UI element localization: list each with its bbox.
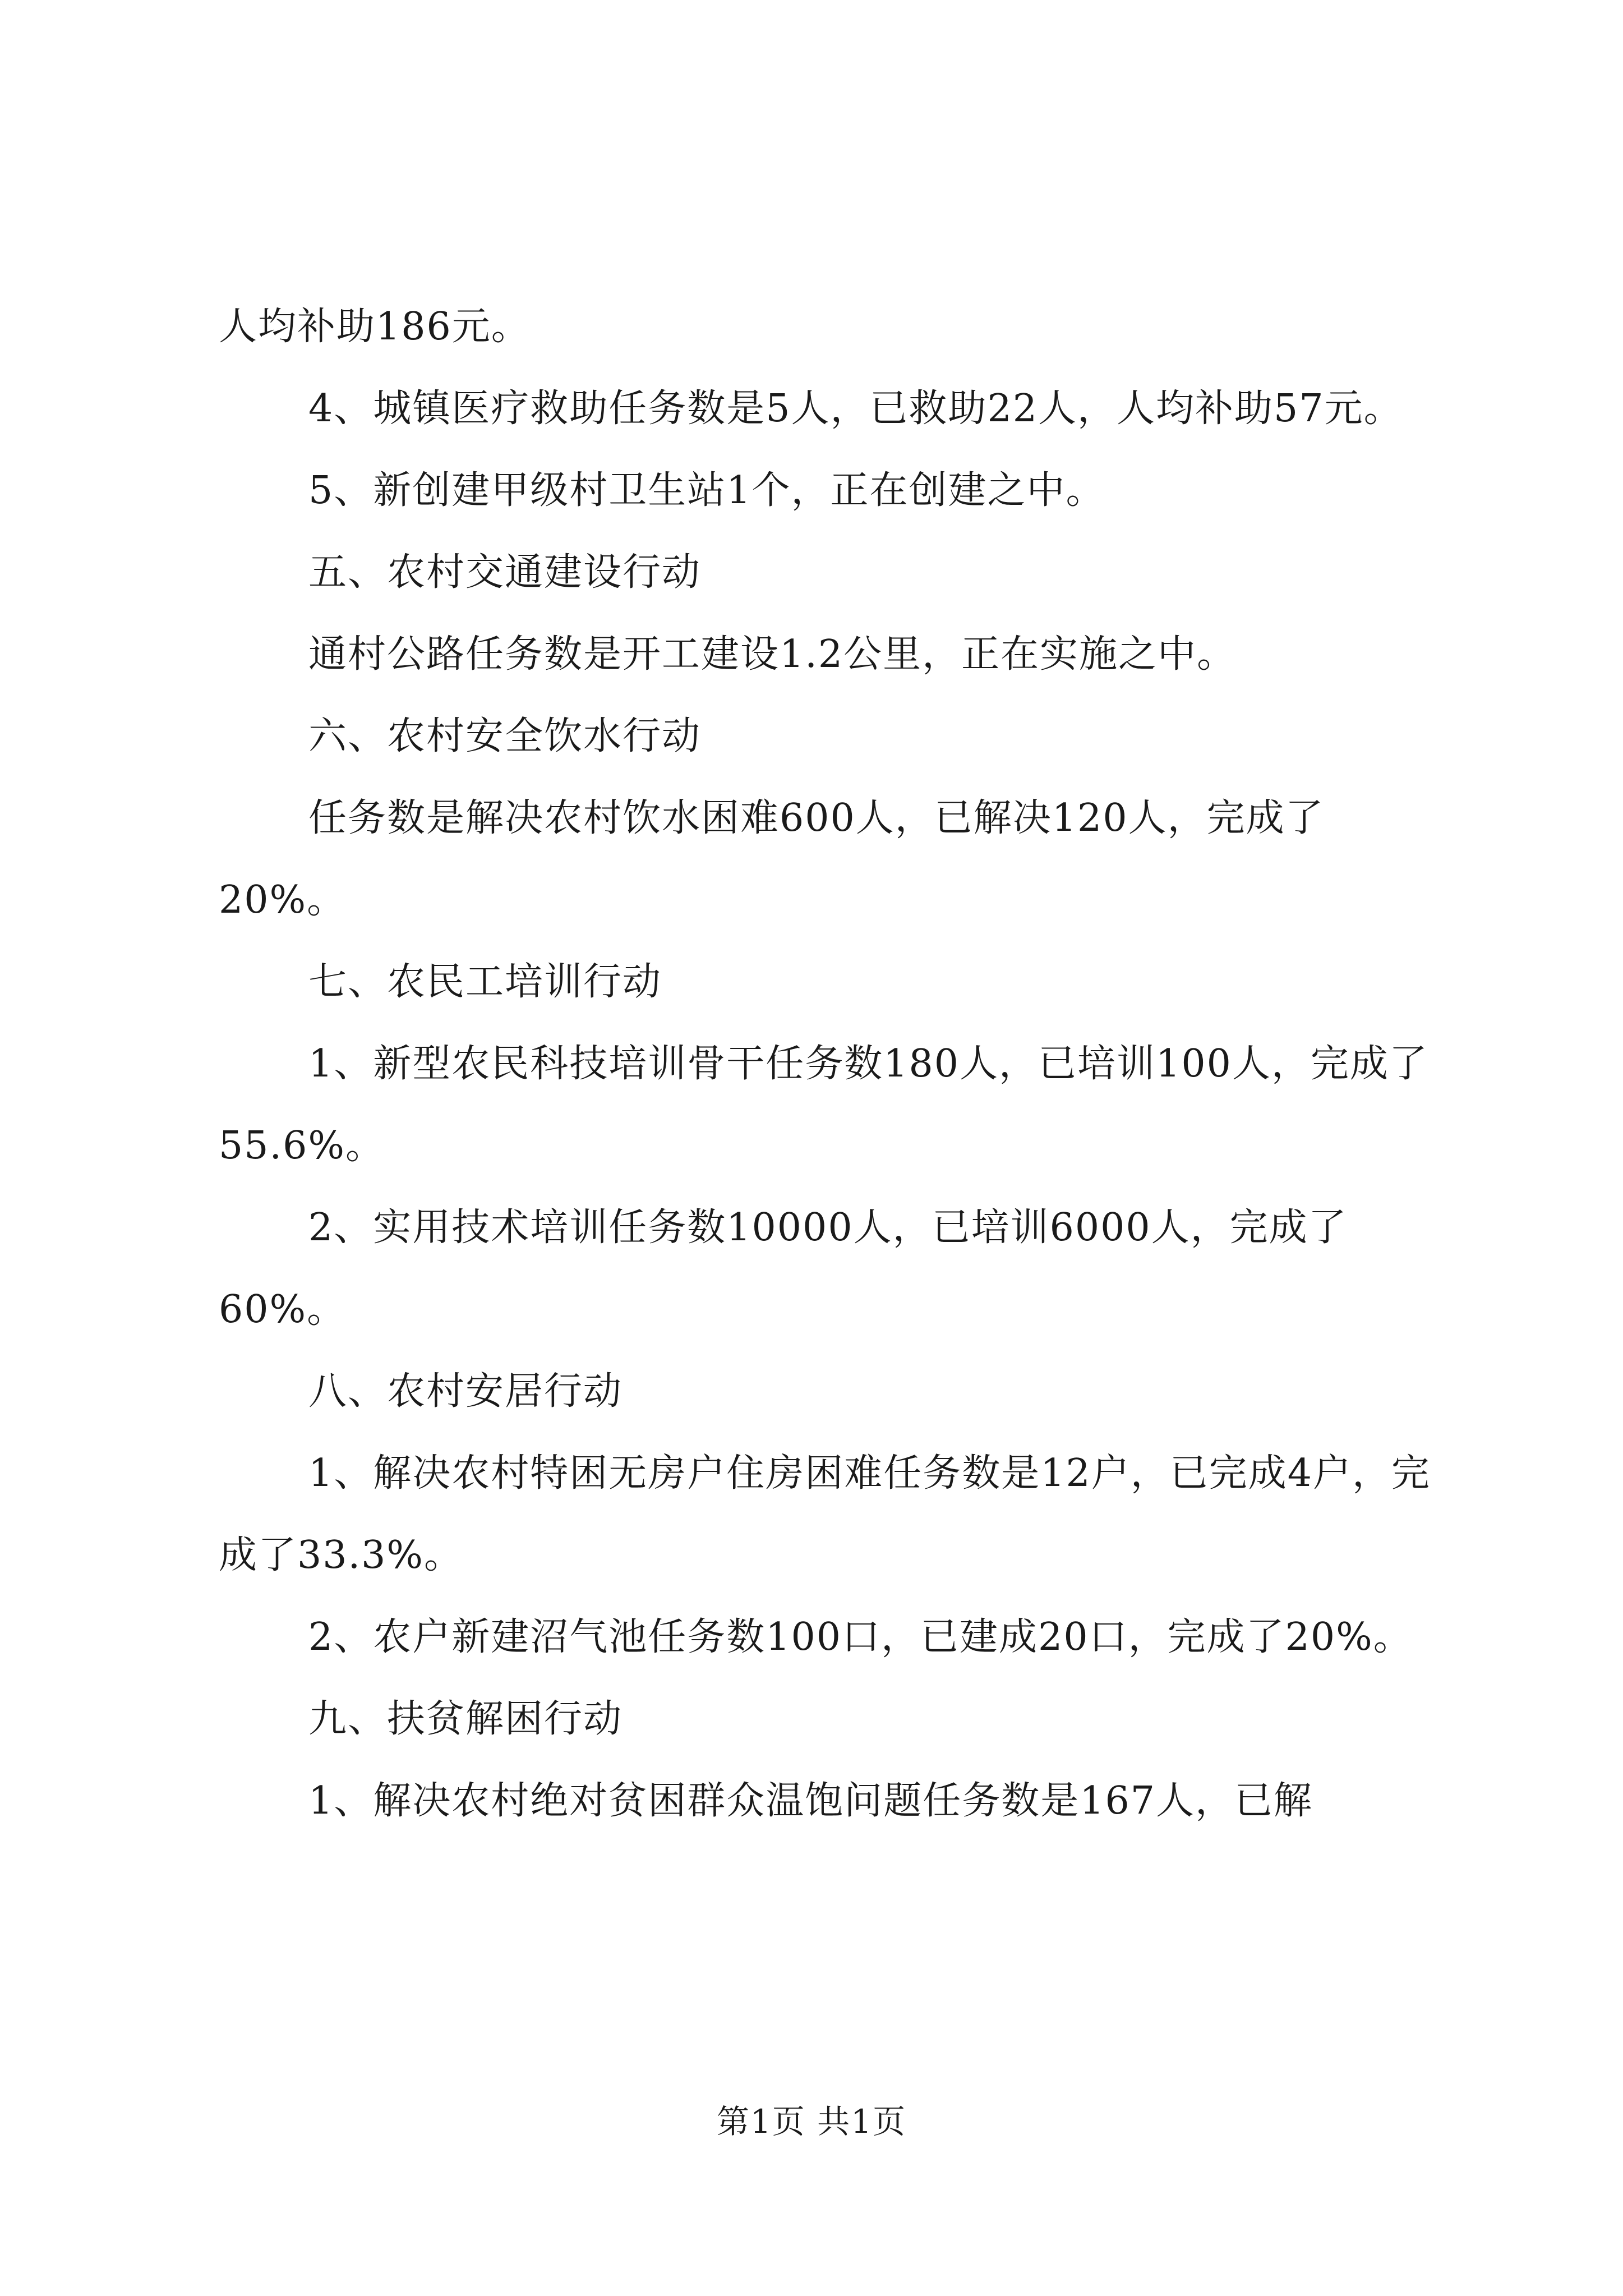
section-heading-6: 六、农村安全饮水行动 (308, 714, 702, 758)
section-heading-7: 七、农民工培训行动 (308, 960, 662, 1004)
paragraph-2: 4、城镇医疗救助任务数是5人，已救助22人，人均补助57元。 (308, 386, 1403, 431)
document-body (219, 286, 1441, 1842)
paragraph-3: 5、新创建甲级村卫生站1个，正在创建之中。 (308, 468, 1105, 513)
paragraph-9: 1、新型农民科技培训骨干任务数180人，已培训100人，完成了55.6%。 (219, 1042, 1428, 1168)
paragraph-13: 2、农户新建沼气池任务数100口，已建成20口，完成了20%。 (308, 1615, 1413, 1659)
paragraph-15: 1、解决农村绝对贫困群众温饱问题任务数是167人，已解 (308, 1779, 1313, 1823)
paragraph-12: 1、解决农村特困无房户住房困难任务数是12户，已完成4户，完成了33.3%。 (219, 1451, 1431, 1577)
page-footer: 第1页 共1页 (716, 2102, 907, 2141)
paragraph-10: 2、实用技术培训任务数10000人，已培训6000人，完成了60%。 (219, 1205, 1348, 1332)
paragraph-5: 通村公路任务数是开工建设1.2公里，正在实施之中。 (308, 632, 1237, 677)
paragraph-1: 人均补助186元。 (219, 305, 531, 349)
section-heading-9: 九、扶贫解困行动 (308, 1697, 623, 1741)
paragraph-7: 任务数是解决农村饮水困难600人，已解决120人，完成了20%。 (219, 796, 1325, 922)
section-heading-8: 八、农村安居行动 (308, 1369, 623, 1414)
section-heading-5: 五、农村交通建设行动 (308, 550, 702, 595)
